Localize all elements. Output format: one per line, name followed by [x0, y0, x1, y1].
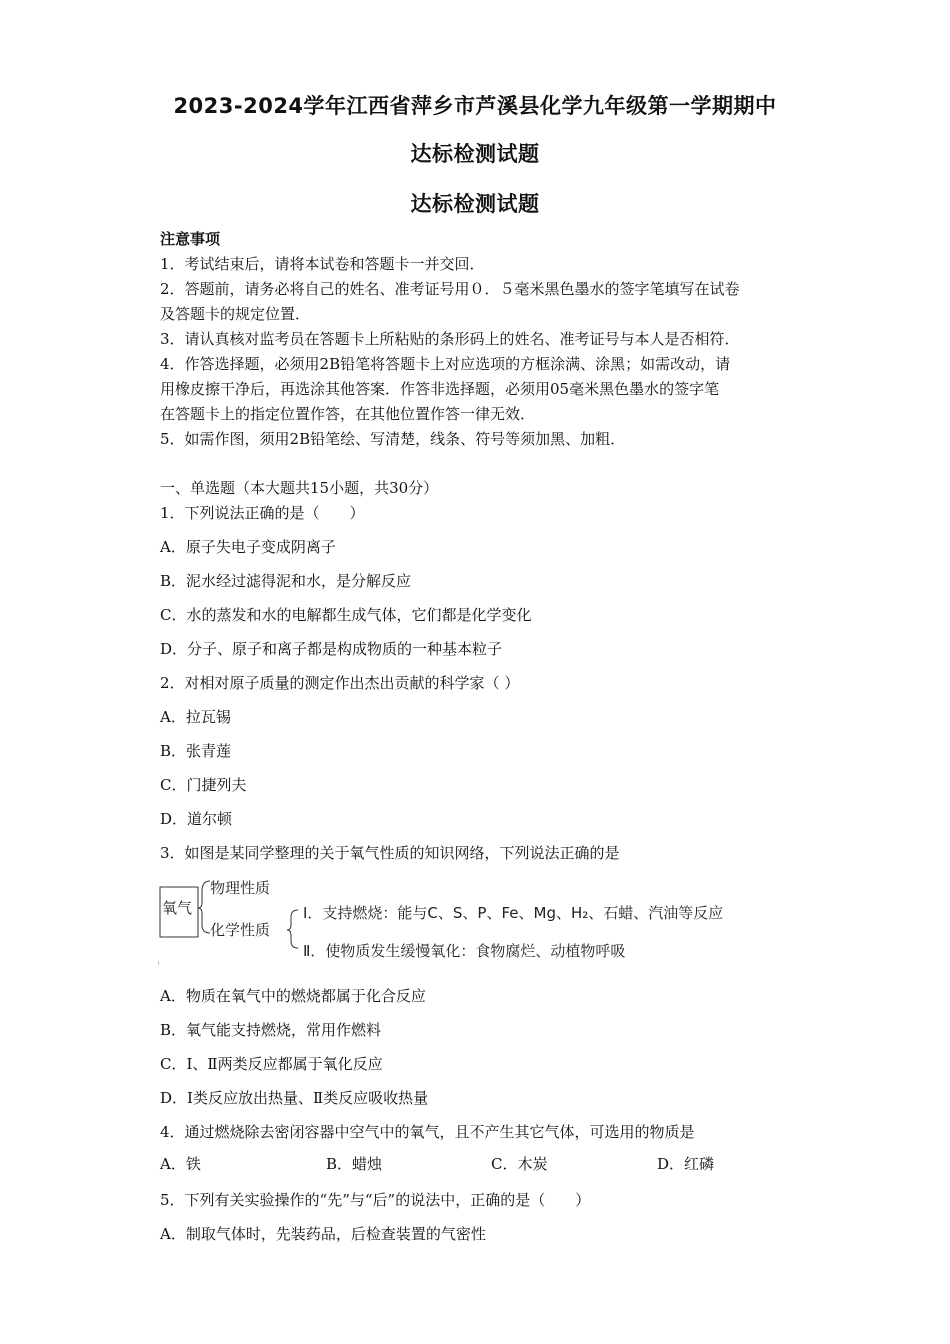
question-5-stem: 5．下列有关实验操作的“先”与“后”的说法中，正确的是（ ） [160, 1191, 591, 1209]
question-3-option-c[interactable]: C．Ⅰ、Ⅱ两类反应都属于氧化反应 [160, 1055, 383, 1073]
section-heading: 一、单选题（本大题共15小题，共30分） [160, 479, 439, 497]
question-2-option-c[interactable]: C．门捷列夫 [160, 776, 247, 794]
question-2-option-a[interactable]: A．拉瓦锡 [160, 708, 231, 726]
notice-item: 3．请认真核对监考员在答题卡上所粘贴的条形码上的姓名、准考证号与本人是否相符． [160, 330, 740, 348]
oxygen-knowledge-diagram [158, 875, 798, 967]
exam-title-line3: 达标检测试题 [410, 192, 540, 216]
diagram-item-combustion: Ⅰ．支持燃烧：能与C、S、P、Fe、Mg、H₂、石蜡、汽油等反应 [303, 904, 724, 922]
question-4-option-c[interactable]: C．木炭 [491, 1155, 548, 1173]
question-2-option-b[interactable]: B．张青莲 [160, 742, 232, 760]
question-2-stem: 2．对相对原子质量的测定作出杰出贡献的科学家（ ） [160, 674, 520, 692]
notice-item: 用橡皮擦干净后，再选涂其他答案．作答非选择题，必须用05毫米黑色墨水的签字笔 [160, 380, 720, 398]
diagram-chemical-properties: 化学性质 [210, 921, 271, 939]
question-5-option-a[interactable]: A．制取气体时，先装药品，后检查装置的气密性 [160, 1225, 486, 1243]
notice-item: 4．作答选择题，必须用2B铅笔将答题卡上对应选项的方框涂满、涂黑；如需改动，请 [160, 355, 731, 373]
question-1-stem: 1．下列说法正确的是（ ） [160, 504, 365, 522]
notice-heading: 注意事项 [160, 230, 221, 248]
notice-item: 在答题卡上的指定位置作答，在其他位置作答一律无效． [160, 405, 536, 423]
notice-item: 2．答题前，请务必将自己的姓名、准考证号用０．５毫米黑色墨水的签字笔填写在试卷 [160, 280, 740, 298]
notice-item: 1．考试结束后，请将本试卷和答题卡一并交回． [160, 255, 485, 273]
question-1-option-a[interactable]: A．原子失电子变成阴离子 [160, 538, 336, 556]
question-3-option-a[interactable]: A．物质在氧气中的燃烧都属于化合反应 [160, 987, 426, 1005]
question-1-option-b[interactable]: B．泥水经过滤得泥和水，是分解反应 [160, 572, 412, 590]
notice-item: 5．如需作图，须用2B铅笔绘、写清楚，线条、符号等须加黑、加粗． [160, 430, 626, 448]
exam-title-line2: 达标检测试题 [410, 142, 540, 166]
exam-title-line1: 2023-2024学年江西省萍乡市芦溪县化学九年级第一学期期中 [173, 94, 777, 118]
question-4-stem: 4．通过燃烧除去密闭容器中空气中的氧气，且不产生其它气体，可选用的物质是 [160, 1123, 695, 1141]
diagram-physical-properties: 物理性质 [210, 879, 271, 897]
diagram-item-slow-oxidation: Ⅱ．使物质发生缓慢氧化：食物腐烂、动植物呼吸 [303, 942, 626, 960]
notice-item: 及答题卡的规定位置． [160, 305, 311, 323]
question-4-option-a[interactable]: A．铁 [160, 1155, 201, 1173]
diagram-root-oxygen: 氧气 [162, 899, 193, 917]
question-3-option-b[interactable]: B．氧气能支持燃烧，常用作燃料 [160, 1021, 382, 1039]
question-3-stem: 3．如图是某同学整理的关于氧气性质的知识网络，下列说法正确的是 [160, 844, 620, 862]
question-4-option-b[interactable]: B．蜡烛 [326, 1155, 383, 1173]
question-1-option-c[interactable]: C．水的蒸发和水的电解都生成气体，它们都是化学变化 [160, 606, 532, 624]
question-4-option-d[interactable]: D．红磷 [657, 1155, 715, 1173]
question-2-option-d[interactable]: D．道尔顿 [160, 810, 233, 828]
question-3-option-d[interactable]: D．Ⅰ类反应放出热量、Ⅱ类反应吸收热量 [160, 1089, 429, 1107]
question-1-option-d[interactable]: D．分子、原子和离子都是构成物质的一种基本粒子 [160, 640, 503, 658]
